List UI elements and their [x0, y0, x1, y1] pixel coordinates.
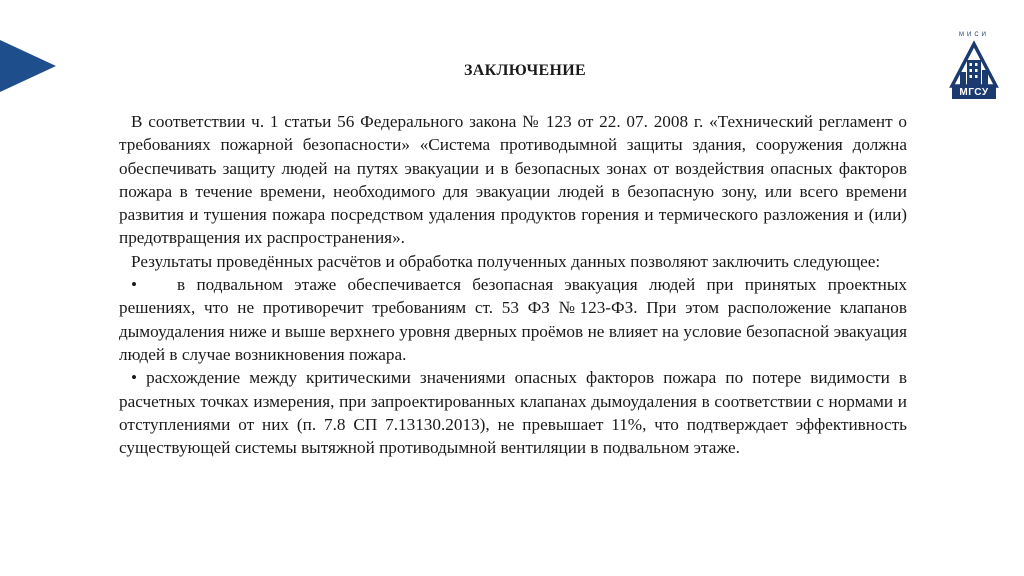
logo-caption: МИСИ — [959, 32, 989, 38]
bullet-item-visibility: • расхождение между критическими значениями опасных факторов пожара по потере видимости в расчетных точках измерения, при запроектированных клапанах дымоудаления в соответствии с нормами и отступлениями от них (п. 7.8 СП 7.13130.2013), не превышает 11%, что подтверждает эффективность существующей системы вытяжной противодымной вентиляции в подвальном этаже. — [119, 368, 907, 458]
bullet-text-evacuation: в подвальном этаже обеспечивается безопасная эвакуация людей при принятых проектных решениях, что не противоречит требованиям ст. 53 ФЗ №123-ФЗ. При этом расположение клапанов дымоудаления ниже и выше верхнего уровня дверных проёмов не влияет на условие безопасной эвакуация людей в случае возникновения пожара. — [119, 275, 907, 364]
logo-label: МГСУ — [952, 86, 996, 99]
paragraph-intro: В соответствии ч. 1 статьи 56 Федерального закона № 123 от 22. 07. 2008 г. «Технический регламент о требованиях пожарной безопасности» «Система противодымной защиты здания, сооружения должна обеспечивать защиту людей на путях эвакуации и в безопасных зонах от воздействия опасных факторов пожара в течение времени, необходимого для эвакуации людей в безопасную зону, или всего времени развития и тушения пожара посредством удаления продуктов горения и термического разложения и (или) предотвращения их распространения». — [119, 112, 907, 248]
bullet-marker: • — [131, 275, 138, 295]
paragraph-results: Результаты проведённых расчётов и обработка полученных данных позволяют заключить следующее: — [131, 251, 881, 271]
bullet-item-evacuation — [119, 273, 907, 366]
document-body — [119, 110, 907, 459]
page-title: ЗАКЛЮЧЕНИЕ — [464, 62, 586, 79]
